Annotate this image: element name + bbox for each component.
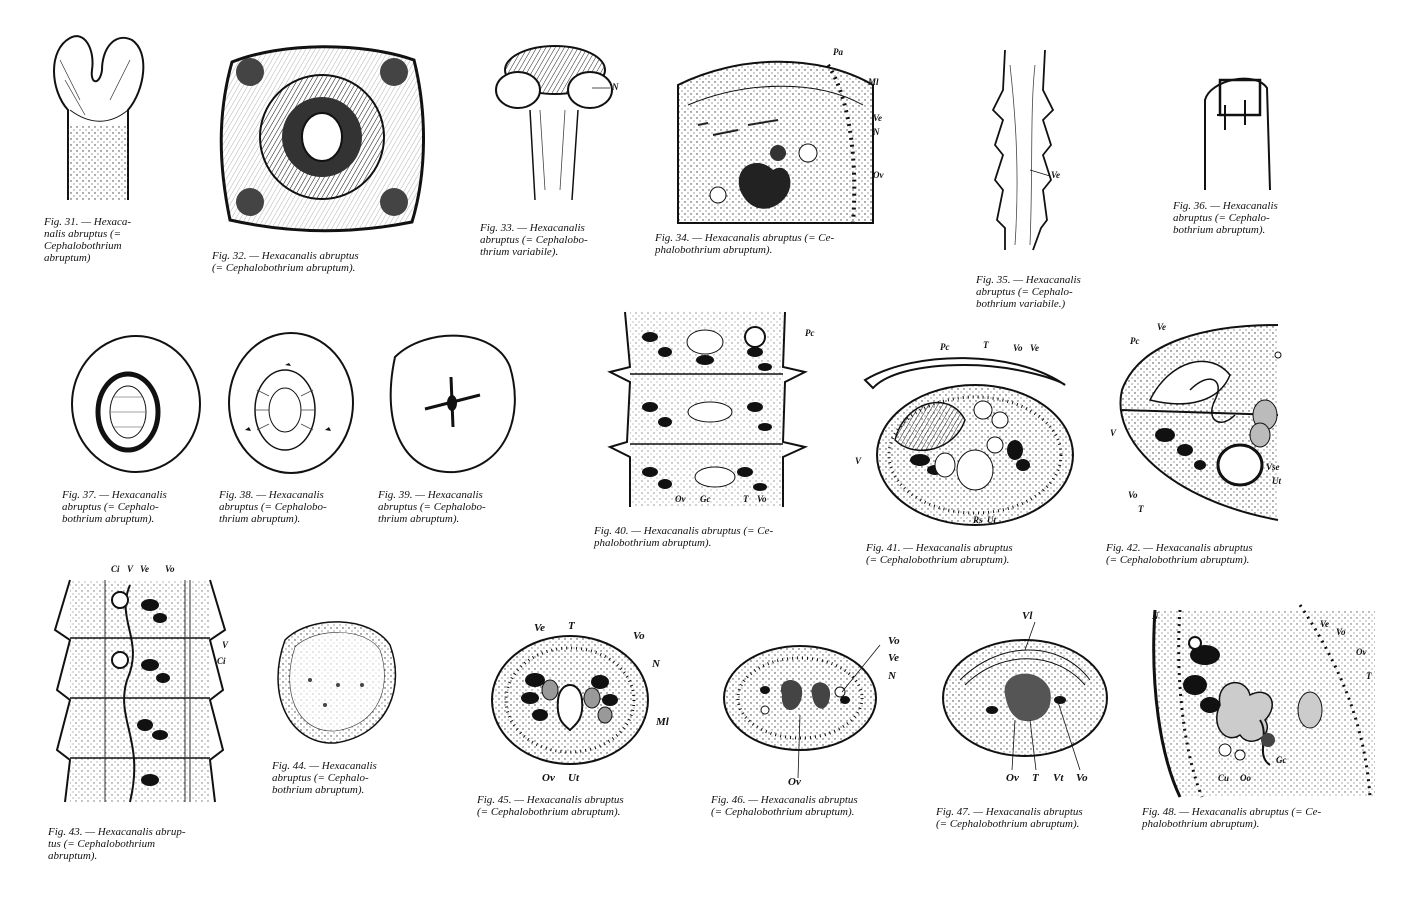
fig-38-drawing xyxy=(225,330,360,475)
figure-35 xyxy=(985,50,1075,255)
fig-41-caption: Fig. 41. — Hexacanalis abruptus (= Cephalobothrium abruptum). xyxy=(866,542,1013,566)
fig-45-label-vo: Vo xyxy=(633,630,645,642)
fig-45-label-ml: Ml xyxy=(656,716,669,728)
fig-48-label-n: N xyxy=(1152,611,1159,621)
fig-40-label-ov: Ov xyxy=(675,494,686,504)
fig-33-caption: Fig. 33. — Hexacanalis abruptus (= Cephalobo- thrium variabile). xyxy=(480,222,588,258)
figure-48 xyxy=(1140,605,1380,800)
figure-42 xyxy=(1110,320,1290,525)
fig-47-drawing xyxy=(940,610,1120,790)
fig-48-label-ov: Ov xyxy=(1356,647,1367,657)
fig-34-drawing xyxy=(678,45,878,225)
figure-44 xyxy=(270,615,400,745)
fig-43-label-ve: Ve xyxy=(140,564,149,574)
fig-43-caption: Fig. 43. — Hexacanalis abrup- tus (= Cephalobothrium abruptum). xyxy=(48,826,186,862)
fig-34-label-ve: Ve xyxy=(873,113,882,123)
fig-35-caption: Fig. 35. — Hexacanalis abruptus (= Cephalo- bothrium variabile.) xyxy=(976,274,1081,310)
fig-42-label-vo: Vo xyxy=(1128,490,1138,500)
figure-45 xyxy=(480,620,680,790)
fig-40-label-t: T xyxy=(743,494,749,504)
fig-44-caption: Fig. 44. — Hexacanalis abruptus (= Cephalo- bothrium abruptum). xyxy=(272,760,377,796)
fig-41-label-rs: Rs xyxy=(973,515,983,525)
fig-34-label-n: N xyxy=(873,127,880,137)
fig-41-label-ut: Ut xyxy=(987,515,996,525)
fig-42-caption: Fig. 42. — Hexacanalis abruptus (= Cephalobothrium abruptum). xyxy=(1106,542,1253,566)
figure-36 xyxy=(1195,70,1280,195)
fig-48-label-ve: Ve xyxy=(1320,619,1329,629)
fig-36-caption: Fig. 36. — Hexacanalis abruptus (= Cephalo- bothrium abruptum). xyxy=(1173,200,1278,236)
fig-47-caption: Fig. 47. — Hexacanalis abruptus (= Cephalobothrium abruptum). xyxy=(936,806,1083,830)
fig-35-drawing xyxy=(985,50,1075,255)
fig-47-label-vt: Vt xyxy=(1053,772,1064,784)
fig-39-drawing xyxy=(385,327,520,477)
fig-45-drawing xyxy=(480,620,680,790)
fig-33-label-n: N xyxy=(612,82,619,92)
fig-43-label-v: V xyxy=(127,564,134,574)
fig-45-label-n: N xyxy=(652,658,660,670)
fig-34-label-ml: Ml xyxy=(868,77,879,87)
fig-43-drawing xyxy=(45,560,235,805)
fig-42-label-vse: Vse xyxy=(1266,462,1280,472)
fig-48-label-cu: Cu xyxy=(1218,773,1230,783)
fig-41-label-ve: Ve xyxy=(1030,343,1039,353)
fig-40-label-pc: Pc xyxy=(805,328,815,338)
fig-35-label-ve: Ve xyxy=(1051,170,1060,180)
fig-45-label-t: T xyxy=(568,620,575,632)
figure-33 xyxy=(490,40,620,210)
figure-43 xyxy=(45,560,235,805)
figure-39 xyxy=(385,327,520,477)
fig-47-label-t: T xyxy=(1032,772,1039,784)
fig-32-drawing xyxy=(222,42,422,232)
figure-41 xyxy=(855,340,1075,530)
fig-42-label-v: V xyxy=(1110,428,1117,438)
fig-43-label-ci2: Ci xyxy=(217,656,226,666)
fig-42-label-pc: Pc xyxy=(1130,336,1140,346)
fig-41-label-v: V xyxy=(855,456,862,466)
fig-43-label-ci: Ci xyxy=(111,564,120,574)
fig-31-caption: Fig. 31. — Hexaca- nalis abruptus (= Cephalobothrium abruptum) xyxy=(44,216,132,264)
fig-33-drawing xyxy=(490,40,620,210)
fig-42-label-t: T xyxy=(1138,504,1144,514)
figure-46 xyxy=(720,630,920,790)
fig-41-label-pc: Pc xyxy=(940,342,950,352)
fig-31-drawing xyxy=(40,30,150,210)
fig-36-drawing xyxy=(1195,70,1280,195)
fig-48-label-vo: Vo xyxy=(1336,627,1346,637)
fig-46-label-ve: Ve xyxy=(888,652,899,664)
fig-40-label-gc: Gc xyxy=(700,494,711,504)
figure-32 xyxy=(222,42,422,232)
fig-38-caption: Fig. 38. — Hexacanalis abruptus (= Cephalobo- thrium abruptum). xyxy=(219,489,327,525)
fig-48-caption: Fig. 48. — Hexacanalis abruptus (= Ce- phalobothrium abruptum). xyxy=(1142,806,1322,830)
fig-43-label-v2: V xyxy=(222,640,229,650)
fig-47-label-vo: Vo xyxy=(1076,772,1088,784)
fig-41-label-vo: Vo xyxy=(1013,343,1023,353)
fig-41-drawing xyxy=(855,340,1075,530)
fig-41-label-t: T xyxy=(983,340,989,350)
fig-43-label-vo: Vo xyxy=(165,564,175,574)
figure-37 xyxy=(68,332,208,477)
fig-34-label-ov: Ov xyxy=(873,170,884,180)
fig-34-caption: Fig. 34. — Hexacanalis abruptus (= Ce- phalobothrium abruptum). xyxy=(655,232,835,256)
fig-32-caption: Fig. 32. — Hexacanalis abruptus (= Cephalobothrium abruptum). xyxy=(212,250,359,274)
fig-42-label-ve: Ve xyxy=(1157,322,1166,332)
figure-38 xyxy=(225,330,360,475)
fig-45-label-ov: Ov xyxy=(542,772,555,784)
fig-37-caption: Fig. 37. — Hexacanalis abruptus (= Cephalo- bothrium abruptum). xyxy=(62,489,167,525)
fig-42-label-ut: Ut xyxy=(1272,476,1281,486)
figure-40 xyxy=(605,312,815,507)
fig-46-label-vo: Vo xyxy=(888,635,900,647)
fig-45-label-ut: Ut xyxy=(568,772,579,784)
figure-34 xyxy=(678,45,884,225)
figure-31 xyxy=(40,30,150,210)
fig-47-label-vl: Vl xyxy=(1022,610,1033,622)
fig-45-caption: Fig. 45. — Hexacanalis abruptus (= Cephalobothrium abruptum). xyxy=(477,794,624,818)
fig-44-drawing xyxy=(270,615,400,745)
fig-48-label-oo: Oo xyxy=(1240,773,1251,783)
figure-47 xyxy=(940,610,1120,790)
fig-48-label-t: T xyxy=(1366,671,1372,681)
fig-40-caption: Fig. 40. — Hexacanalis abruptus (= Ce- phalobothrium abruptum). xyxy=(594,525,774,549)
fig-47-label-ov: Ov xyxy=(1006,772,1019,784)
fig-40-label-vo: Vo xyxy=(757,494,767,504)
fig-48-label-gc: Gc xyxy=(1276,755,1287,765)
fig-39-caption: Fig. 39. — Hexacanalis abruptus (= Cephalobo- thrium abruptum). xyxy=(378,489,486,525)
fig-37-drawing xyxy=(68,332,208,477)
fig-46-caption: Fig. 46. — Hexacanalis abruptus (= Cephalobothrium abruptum). xyxy=(711,794,858,818)
fig-45-label-ve: Ve xyxy=(534,622,545,634)
fig-46-label-n: N xyxy=(888,670,896,682)
fig-34-label-pa: Pa xyxy=(833,47,843,57)
fig-40-drawing xyxy=(605,312,815,507)
fig-46-label-ov: Ov xyxy=(788,776,801,788)
